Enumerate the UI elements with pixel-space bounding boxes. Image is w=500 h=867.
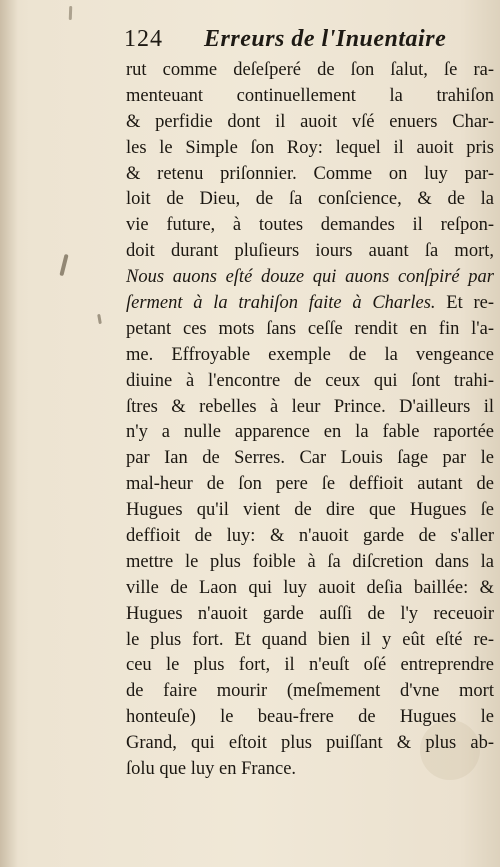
text-line-content: mettre le plus foible à ſa diſcretion dans la [126,551,494,572]
text-line [126,498,494,524]
text-line-content: doit durant pluſieurs iours auant ſa mort, [126,241,494,262]
text-line-content: deffioit de luy: & n'auoit garde de s'aller [126,526,494,547]
running-head: Erreurs de l'Inuentaire [204,26,447,52]
gutter-shadow [0,0,18,867]
text-line [126,265,494,291]
text-line [126,317,494,343]
text-line-content: de faire mourir (meſmement d'vne mort [126,681,494,702]
text-line-content: Hugues qu'il vient de dire que Hugues ſe [126,500,494,521]
text-line [126,602,494,628]
text-line-content: mal-heur de ſon pere ſe deffioit autant de [126,474,494,495]
text-line [126,239,494,265]
text-line-content: Nous auons eſté douze qui auons conſpiré par [126,267,494,288]
text-line [126,395,494,421]
margin-mark [59,254,68,276]
text-line [126,84,494,110]
text-line-content: honteuſe) le beau-frere de Hugues le [126,707,494,728]
text-line [126,550,494,576]
text-line-content: Grand, qui eſtoit plus puiſſant & plus ab- [126,733,494,754]
text-line-content: ſerment à la trahiſon faite à Charles. [126,293,436,314]
text-line-content: ceu le plus fort, il n'euſt oſé entreprendre [126,655,494,676]
text-line [126,576,494,602]
text-line-content: diuine à l'encontre de ceux qui ſont trahi- [126,370,494,391]
text-line-content: rut comme deſeſperé de ſon ſalut, ſe ra- [126,60,494,80]
text-line-content: ville de Laon qui luy auoit deſia baillée: & [126,577,494,598]
text-line-content: me. Effroyable exemple de la vengeance [126,344,494,365]
margin-mark-top [69,6,72,20]
text-line-content: par Ian de Serres. Car Louis ſage par le [126,448,494,469]
text-line-content: les le Simple ſon Roy: lequel il auoit pris [126,137,494,158]
text-line [126,653,494,679]
text-line [126,187,494,213]
text-line [126,136,494,162]
text-line [126,731,494,757]
text-line-content: n'y a nulle apparence en la fable raportée [126,422,494,443]
text-line-content: loit de Dieu, de ſa conſcience, & de la [126,189,494,210]
text-line [126,705,494,731]
text-line [126,110,494,136]
text-line [126,369,494,395]
text-line [126,628,494,654]
text-line [126,446,494,472]
text-line-tail: Et re- [435,293,494,314]
text-line [126,291,494,317]
text-line-content: Hugues n'auoit garde auſſi de l'y receuoir [126,603,494,624]
text-line [126,162,494,188]
text-line-content: ſolu que luy en France. [126,759,297,780]
page-number: 124 [124,26,163,52]
body-text [126,58,494,783]
text-line-content: & perfidie dont il auoit vſé enuers Char- [126,111,494,132]
text-line [126,343,494,369]
text-line-content: vie future, à toutes demandes il reſpon- [126,215,494,236]
page-header [124,26,454,58]
text-line [126,472,494,498]
text-line [126,679,494,705]
margin-mark-small [97,314,102,324]
text-line-content: menteuant continuellement la trahiſon [126,85,494,106]
text-line [126,757,494,783]
text-line-content: & retenu priſonnier. Comme on luy par- [126,163,494,184]
text-line-content: le plus fort. Et quand bien il y eût eſté re- [126,629,494,650]
text-line-content: petant ces mots ſans ceſſe rendit en fin l'a- [126,318,494,339]
text-line-content: ſtres & rebelles à leur Prince. D'ailleurs il [126,396,494,417]
text-line [126,213,494,239]
text-line [126,420,494,446]
text-line [126,524,494,550]
text-line [126,58,494,84]
